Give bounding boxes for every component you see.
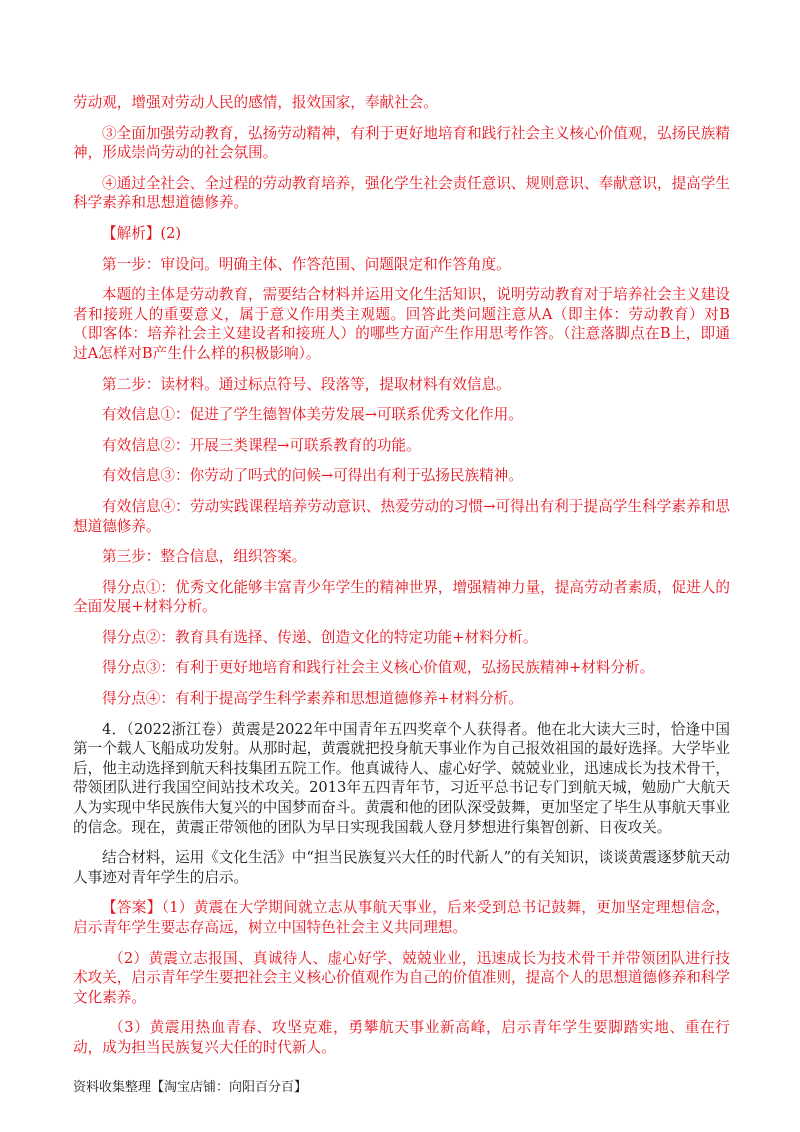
footer-source: 资料收集整理【淘宝店铺：向阳百分百】 bbox=[73, 1080, 308, 1095]
jiexi-score3: 得分点③：有利于更好地培育和践行社会主义核心价值观，弘扬民族精神+材料分析。 bbox=[102, 659, 655, 677]
answer-label: 【答案】 bbox=[102, 899, 162, 917]
question-4-prompt: 结合材料，运用《文化生活》中“担当民族复兴大任的时代新人”的有关知识，谈谈黄震逐梦航天动人事迹对青年学生的启示。 bbox=[73, 849, 730, 886]
answer-item-2: （2）黄震立志报国、真诚待人、虚心好学、兢兢业业，迅速成长为技术骨干并带领团队进行技术攻关，启示青年学生要把社会主义核心价值观作为自己的价值准则，提高个人的思想道德修养和科学文化素养。 bbox=[73, 949, 730, 1006]
jiexi-info1: 有效信息①：促进了学生德智体美劳发展→可联系优秀文化作用。 bbox=[102, 406, 523, 424]
jiexi-info2: 有效信息②：开展三类课程→可联系教育的功能。 bbox=[102, 436, 421, 454]
answer-item-1 bbox=[73, 898, 730, 937]
analysis-point-4: ④通过全社会、全过程的劳动教育培养，强化学生社会责任意识、规则意识、奉献意识，提高学生科学素养和思想道德修养。 bbox=[73, 174, 730, 212]
question-4-stem: 4．（2022浙江卷）黄震是2022年中国青年五四奖章个人获得者。他在北大读大三时，恰逢中国第一个载人飞船成功发射。从那时起，黄震就把投身航天事业作为自己报效祖国的最好选择。大学毕业后，他主动选择到航天科技集团五院工作。他真诚待人、虚心好学、兢兢业业，迅速成长为技术骨干，带领团队进行我国空间站技术攻关。2013年五四青年节，习近平总书记专门到航天城，勉励广大航天人为实现中华民族伟大复兴的中国梦而奋斗。黄震和他的团队深受鼓舞，更加坚定了毕生从事航天事业的信念。现在，黄震正带领他的团队为早日实现我国载人登月梦想进行集智创新、日夜攻关。 bbox=[73, 720, 730, 836]
jiexi-score4: 得分点④：有利于提高学生科学素养和思想道德修养+材料分析。 bbox=[102, 690, 523, 708]
document-content bbox=[73, 93, 730, 1069]
jiexi-step3: 第三步：整合信息，组织答案。 bbox=[102, 548, 307, 566]
jiexi-label: 【解析】(2) bbox=[102, 224, 182, 242]
jiexi-info4: 有效信息④：劳动实践课程培养劳动意识、热爱劳动的习惯→可得出有利于提高学生科学素养和思想道德修养。 bbox=[73, 497, 730, 535]
jiexi-step2: 第二步：读材料。通过标点符号、段落等，提取材料有效信息。 bbox=[102, 375, 511, 393]
jiexi-info3: 有效信息③：你劳动了吗式的问候→可得出有利于弘扬民族精神。 bbox=[102, 467, 523, 485]
answer-1-text: （1）黄震在大学期间就立志从事航天事业，后来受到总书记鼓舞，更加坚定理想信念，启示青年学生要志存高远，树立中国特色社会主义共同理想。 bbox=[73, 899, 730, 936]
jiexi-step1-detail: 本题的主体是劳动教育，需要结合材料并运用文化生活知识，说明劳动教育对于培养社会主义建设者和接班人的重要意义，属于意义作用类主观题。回答此类问题注意从A（即主体：劳动教育）对B（即客体：培养社会主义建设者和接班人）的哪些方面产生作用思考作答。（注意落脚点在B上，即通过A怎样对B产生什么样的积极影响）。 bbox=[73, 286, 730, 362]
jiexi-score1: 得分点①：优秀文化能够丰富青少年学生的精神世界，增强精神力量，提高劳动者素质，促进人的全面发展+材料分析。 bbox=[73, 578, 730, 616]
jiexi-step1: 第一步：审设问。明确主体、作答范围、问题限定和作答角度。 bbox=[102, 255, 511, 273]
answer-item-3: （3）黄震用热血青春、攻坚克难，勇攀航天事业新高峰，启示青年学生要脚踏实地、重在行动，成为担当民族复兴大任的时代新人。 bbox=[73, 1019, 730, 1056]
jiexi-score2: 得分点②：教育具有选择、传递、创造文化的特定功能+材料分析。 bbox=[102, 628, 538, 646]
analysis-line-continuation: 劳动观，增强对劳动人民的感情，报效国家，奉献社会。 bbox=[73, 94, 438, 111]
analysis-point-3: ③全面加强劳动教育，弘扬劳动精神，有利于更好地培育和践行社会主义核心价值观，弘扬民族精神，形成崇尚劳动的社会氛围。 bbox=[73, 124, 730, 162]
